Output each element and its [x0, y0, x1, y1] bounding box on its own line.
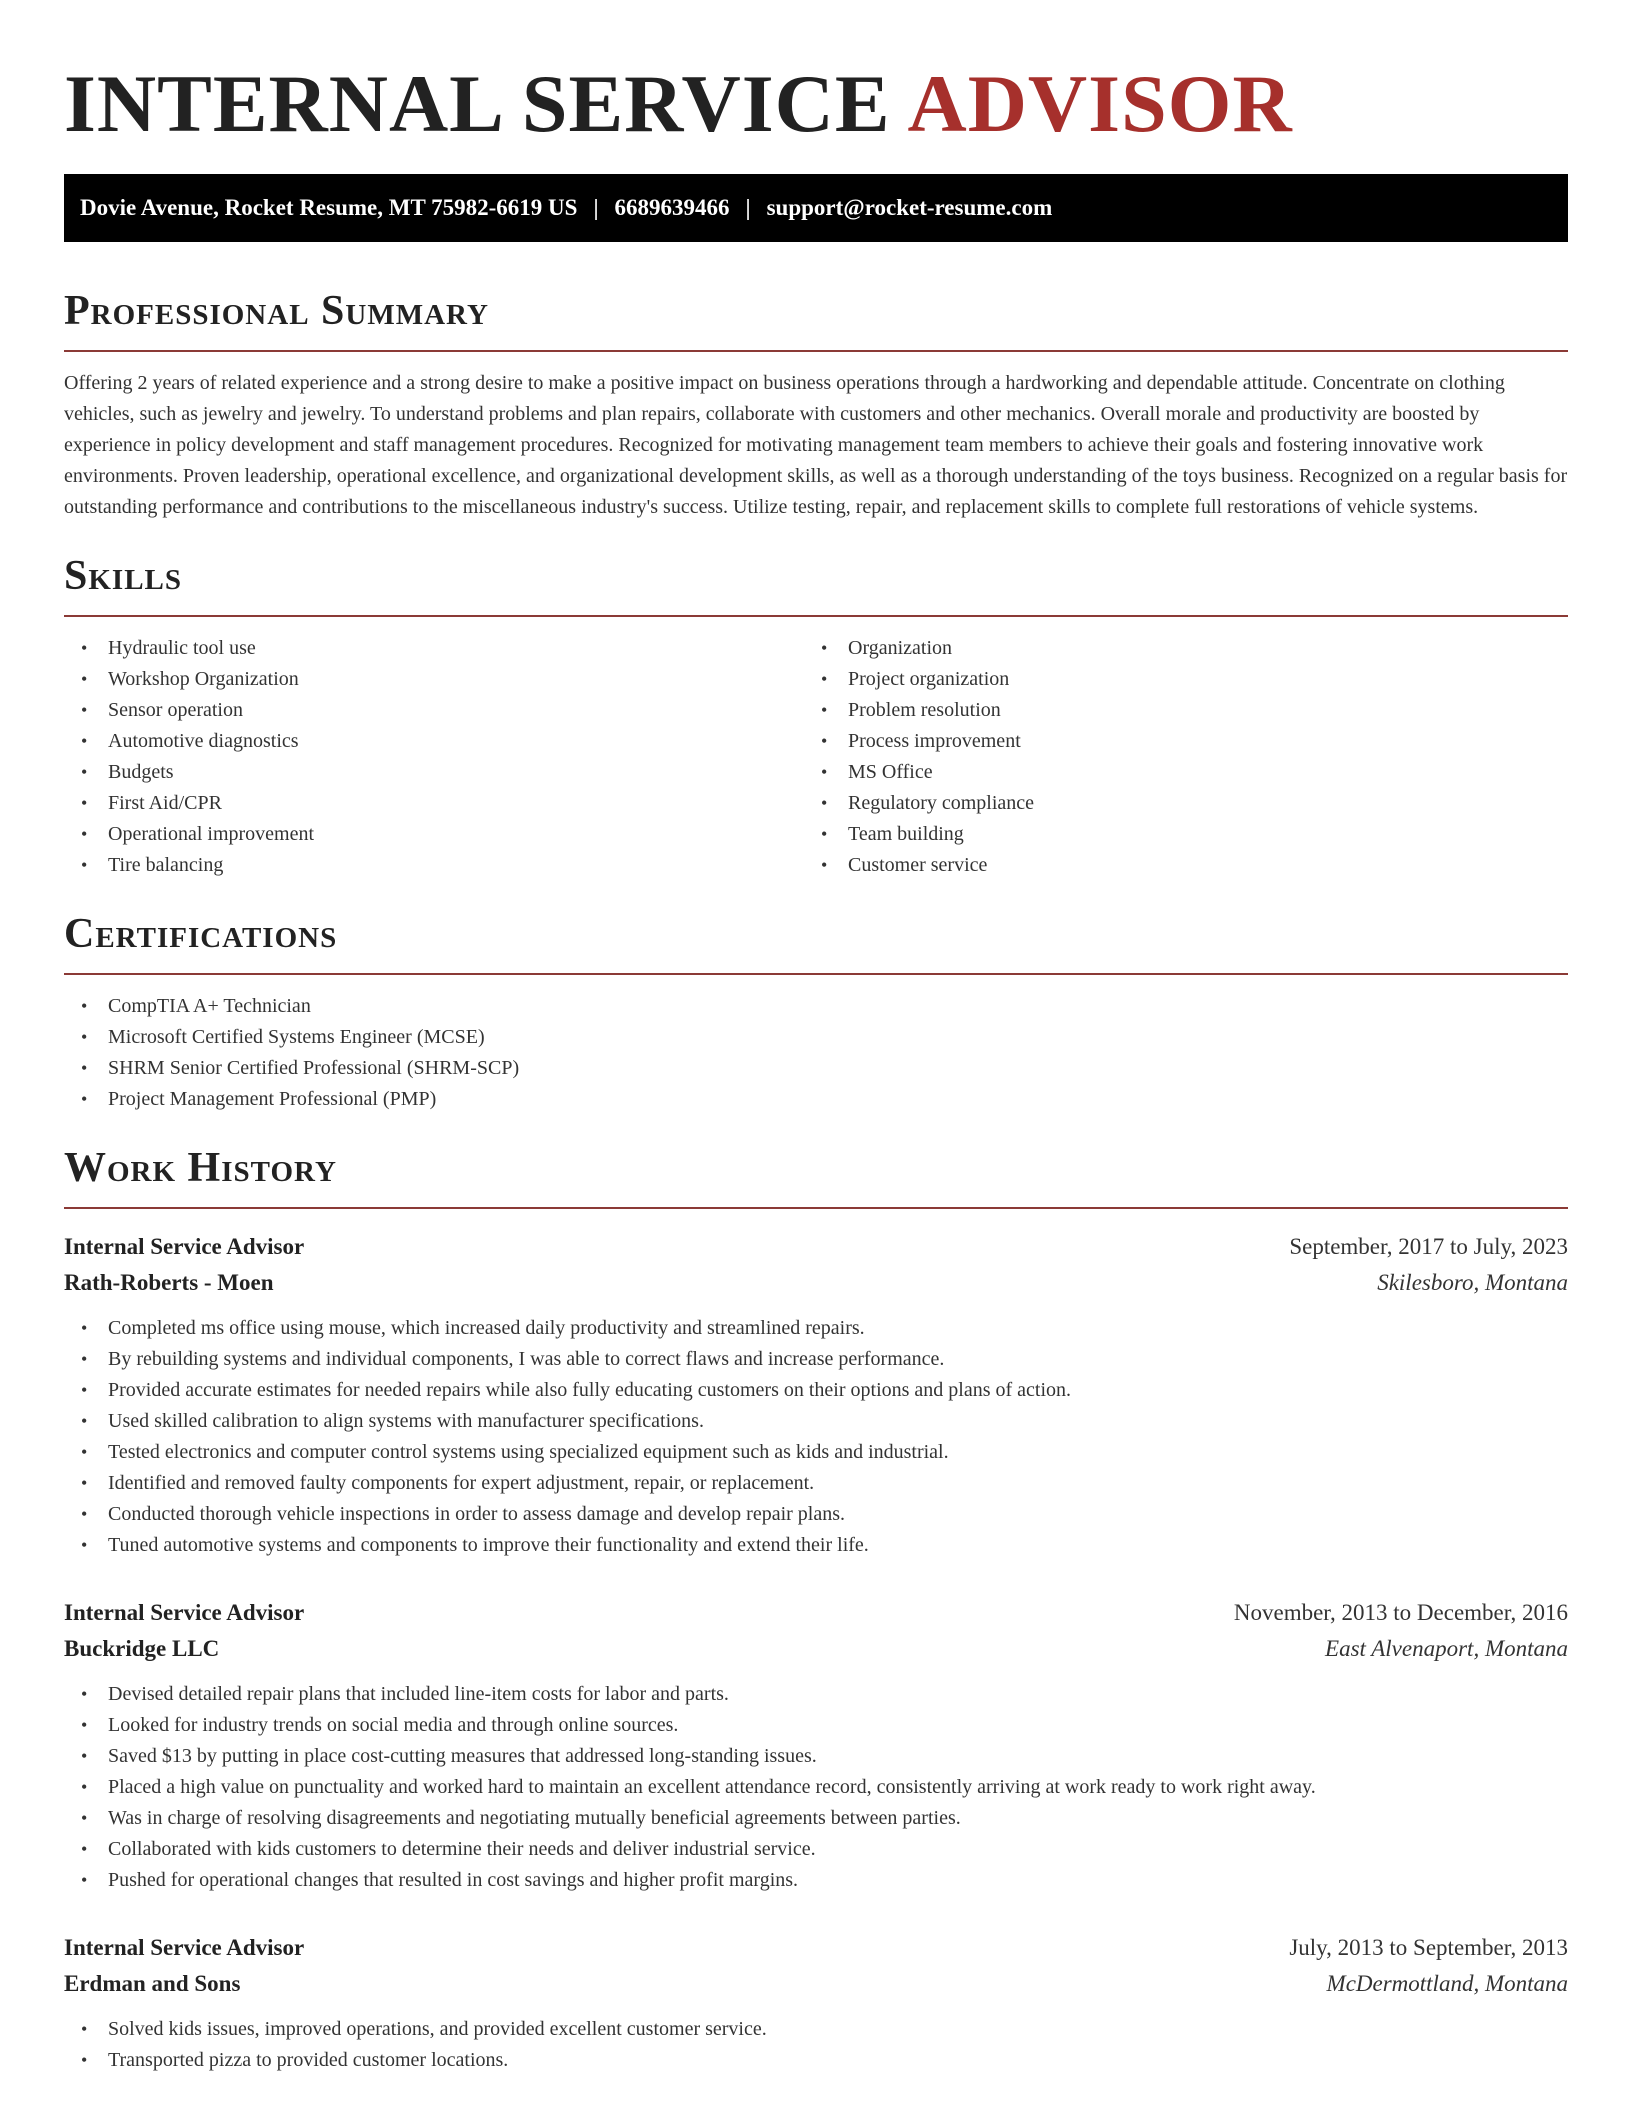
job-title: Internal Service Advisor: [64, 1234, 305, 1259]
job-bullets-list: [64, 1679, 1568, 1896]
list-item: [64, 1437, 1568, 1468]
list-item: [64, 664, 804, 695]
contact-separator: |: [745, 195, 751, 220]
list-item: [64, 1053, 1568, 1084]
list-item-text: Project Management Professional (PMP): [108, 1088, 437, 1110]
bullet-icon: •: [81, 1504, 88, 1524]
list-item: [64, 819, 804, 850]
bullet-icon: •: [821, 700, 828, 720]
bullet-icon: •: [821, 762, 828, 782]
list-item: [64, 1499, 1568, 1530]
job-location: Skilesboro, Montana: [1377, 1270, 1568, 1295]
section-divider: [64, 1207, 1568, 1209]
list-item: [64, 1375, 1568, 1406]
list-item: [64, 757, 804, 788]
contact-separator: |: [593, 195, 599, 220]
job-dates: July, 2013 to September, 2013: [1289, 1935, 1568, 1960]
list-item-text: Solved kids issues, improved operations, and provided excellent customer service.: [108, 2018, 767, 2040]
contact-phone: 6689639466: [614, 195, 730, 220]
job-bullets-list: [64, 2014, 1568, 2076]
list-item-text: Automotive diagnostics: [108, 730, 299, 752]
list-item-text: Devised detailed repair plans that included line-item costs for labor and parts.: [108, 1683, 729, 1705]
list-item: [64, 1530, 1568, 1561]
list-item-text: Operational improvement: [108, 823, 315, 845]
skills-section: [64, 551, 1568, 881]
list-item: [64, 1865, 1568, 1896]
list-item: [804, 633, 1544, 664]
bullet-icon: •: [821, 824, 828, 844]
section-divider: [64, 615, 1568, 617]
list-item: [64, 1710, 1568, 1741]
bullet-icon: •: [81, 762, 88, 782]
job-title-row: [64, 1595, 1568, 1631]
job-title-row: [64, 1229, 1568, 1265]
bullet-icon: •: [81, 855, 88, 875]
job-title: Internal Service Advisor: [64, 1600, 305, 1625]
section-divider: [64, 973, 1568, 975]
bullet-icon: •: [81, 1839, 88, 1859]
list-item: [64, 1084, 1568, 1115]
list-item-text: Pushed for operational changes that resulted in cost savings and higher profit margins.: [108, 1869, 799, 1891]
list-item: [64, 695, 804, 726]
bullet-icon: •: [81, 700, 88, 720]
bullet-icon: •: [81, 793, 88, 813]
list-item-text: SHRM Senior Certified Professional (SHRM-SCP): [108, 1057, 520, 1079]
work-history-title: Work History: [64, 1145, 337, 1191]
list-item: [804, 664, 1544, 695]
bullet-icon: •: [81, 1027, 88, 1047]
bullet-icon: •: [81, 1058, 88, 1078]
list-item: [64, 1313, 1568, 1344]
bullet-icon: •: [81, 1535, 88, 1555]
contact-email: support@rocket-resume.com: [766, 195, 1053, 220]
list-item: [64, 991, 1568, 1022]
bullet-icon: •: [81, 731, 88, 751]
job-company-row: [64, 1265, 1568, 1301]
list-item-text: Identified and removed faulty components for expert adjustment, repair, or replacement.: [108, 1472, 815, 1494]
job-company-row: [64, 1631, 1568, 1667]
bullet-icon: •: [81, 996, 88, 1016]
list-item-text: Customer service: [848, 854, 988, 876]
bullet-icon: •: [821, 793, 828, 813]
list-item-text: Used skilled calibration to align systems with manufacturer specifications.: [108, 1410, 704, 1432]
list-item-text: Regulatory compliance: [848, 792, 1035, 814]
bullet-icon: •: [81, 1349, 88, 1369]
bullet-icon: •: [81, 1442, 88, 1462]
list-item-text: Conducted thorough vehicle inspections in order to assess damage and develop repair plans.: [108, 1503, 846, 1525]
list-item-text: Collaborated with kids customers to determine their needs and deliver industrial service.: [108, 1838, 816, 1860]
list-item-text: Was in charge of resolving disagreements and negotiating mutually beneficial agreements between parties.: [108, 1807, 961, 1829]
bullet-icon: •: [81, 824, 88, 844]
list-item-text: Saved $13 by putting in place cost-cutting measures that addressed long-standing issues.: [108, 1745, 817, 1767]
job-company: Rath-Roberts - Moen: [64, 1270, 274, 1295]
bullet-icon: •: [81, 1870, 88, 1890]
job-title: Internal Service Advisor: [64, 1935, 305, 1960]
bullet-icon: •: [821, 731, 828, 751]
bullet-icon: •: [821, 855, 828, 875]
list-item: [64, 1022, 1568, 1053]
list-item-text: Team building: [848, 823, 964, 845]
list-item-text: MS Office: [848, 761, 933, 783]
bullet-icon: •: [81, 1746, 88, 1766]
bullet-icon: •: [81, 669, 88, 689]
job-bullets-list: [64, 1313, 1568, 1561]
bullet-icon: •: [81, 1089, 88, 1109]
bullet-icon: •: [81, 1380, 88, 1400]
job-entry: [64, 1930, 1568, 2076]
list-item: [64, 1741, 1568, 1772]
bullet-icon: •: [81, 2050, 88, 2070]
list-item: [64, 2045, 1568, 2076]
resume-name-heading: [64, 0, 1568, 154]
list-item: [64, 2014, 1568, 2045]
list-item-text: First Aid/CPR: [108, 792, 222, 814]
summary-section: [64, 286, 1568, 523]
jobs-list: [64, 1229, 1568, 2076]
skills-grid: [64, 633, 1568, 881]
list-item: [64, 850, 804, 881]
section-divider: [64, 350, 1568, 352]
list-item: [64, 1803, 1568, 1834]
job-company: Buckridge LLC: [64, 1636, 220, 1661]
contact-bar: [64, 174, 1568, 242]
list-item: [64, 633, 804, 664]
list-item: [64, 788, 804, 819]
list-item-text: Project organization: [848, 668, 1010, 690]
list-item-text: Budgets: [108, 761, 174, 783]
skills-title: Skills: [64, 553, 183, 599]
summary-text: Offering 2 years of related experience and a strong desire to make a positive impact on business operations through a hardworking and dependable attitude. Concentrate on clothing vehicles, such as jewelry and jewelry. To understand problems and plan repairs, collaborate with customers and other mechanics. Overall morale and productivity are boosted by experience in policy development and staff management procedures. Recognized for motivating management team members to achieve their goals and fostering innovative work environments. Proven leadership, operational excellence, and organizational development skills, as well as a thorough understanding of the toys business. Recognized on a regular basis for outstanding performance and contributions to the miscellaneous industry's success. Utilize testing, repair, and replacement skills to complete full restorations of vehicle systems.: [64, 372, 1568, 518]
list-item-text: Sensor operation: [108, 699, 243, 721]
name-main: INTERNAL SERVICE: [64, 58, 891, 149]
list-item-text: Looked for industry trends on social media and through online sources.: [108, 1714, 679, 1736]
list-item: [804, 850, 1544, 881]
bullet-icon: •: [821, 669, 828, 689]
list-item: [804, 788, 1544, 819]
list-item: [64, 1468, 1568, 1499]
list-item: [64, 726, 804, 757]
bullet-icon: •: [81, 638, 88, 658]
list-item: [804, 726, 1544, 757]
job-title-row: [64, 1930, 1568, 1966]
bullet-icon: •: [81, 1808, 88, 1828]
list-item: [804, 757, 1544, 788]
bullet-icon: •: [81, 1715, 88, 1735]
list-item: [64, 1679, 1568, 1710]
bullet-icon: •: [81, 1411, 88, 1431]
list-item-text: Transported pizza to provided customer locations.: [108, 2049, 509, 2071]
list-item-text: Microsoft Certified Systems Engineer (MCSE): [108, 1026, 485, 1048]
list-item: [64, 1834, 1568, 1865]
list-item-text: Tire balancing: [108, 854, 224, 876]
list-item-text: Placed a high value on punctuality and worked hard to maintain an excellent attendance record, consistently arriving at work ready to work right away.: [108, 1776, 1316, 1798]
bullet-icon: •: [821, 638, 828, 658]
bullet-icon: •: [81, 1684, 88, 1704]
list-item: [64, 1406, 1568, 1437]
contact-address: Dovie Avenue, Rocket Resume, MT 75982-6619 US: [80, 195, 578, 220]
list-item-text: Organization: [848, 637, 953, 659]
work-history-section: [64, 1143, 1568, 2076]
list-item-text: Tuned automotive systems and components to improve their functionality and extend their life.: [108, 1534, 869, 1556]
list-item-text: Workshop Organization: [108, 668, 299, 690]
list-item-text: Tested electronics and computer control systems using specialized equipment such as kids and industrial.: [108, 1441, 949, 1463]
list-item-text: CompTIA A+ Technician: [108, 995, 311, 1017]
job-entry: [64, 1595, 1568, 1896]
job-entry: [64, 1229, 1568, 1561]
name-accent: ADVISOR: [907, 58, 1293, 149]
bullet-icon: •: [81, 2019, 88, 2039]
list-item: [804, 695, 1544, 726]
list-item: [64, 1344, 1568, 1375]
summary-title: Professional Summary: [64, 288, 489, 334]
list-item-text: Provided accurate estimates for needed repairs while also fully educating customers on their options and plans of action.: [108, 1379, 1072, 1401]
bullet-icon: •: [81, 1777, 88, 1797]
list-item-text: Completed ms office using mouse, which increased daily productivity and streamlined repairs.: [108, 1317, 865, 1339]
job-location: McDermottland, Montana: [1326, 1971, 1568, 1996]
skills-right-list: [804, 633, 1544, 881]
skills-left-list: [64, 633, 804, 881]
certifications-title: Certifications: [64, 911, 338, 957]
list-item-text: By rebuilding systems and individual components, I was able to correct flaws and increase performance.: [108, 1348, 945, 1370]
list-item: [804, 819, 1544, 850]
job-company-row: [64, 1966, 1568, 2002]
job-location: East Alvenaport, Montana: [1325, 1636, 1568, 1661]
job-dates: November, 2013 to December, 2016: [1233, 1600, 1568, 1625]
list-item-text: Problem resolution: [848, 699, 1001, 721]
bullet-icon: •: [81, 1473, 88, 1493]
certifications-list: [64, 991, 1568, 1115]
bullet-icon: •: [81, 1318, 88, 1338]
list-item-text: Process improvement: [848, 730, 1021, 752]
list-item-text: Hydraulic tool use: [108, 637, 256, 659]
certifications-section: [64, 909, 1568, 1115]
job-dates: September, 2017 to July, 2023: [1289, 1234, 1568, 1259]
job-company: Erdman and Sons: [64, 1971, 241, 1996]
list-item: [64, 1772, 1568, 1803]
